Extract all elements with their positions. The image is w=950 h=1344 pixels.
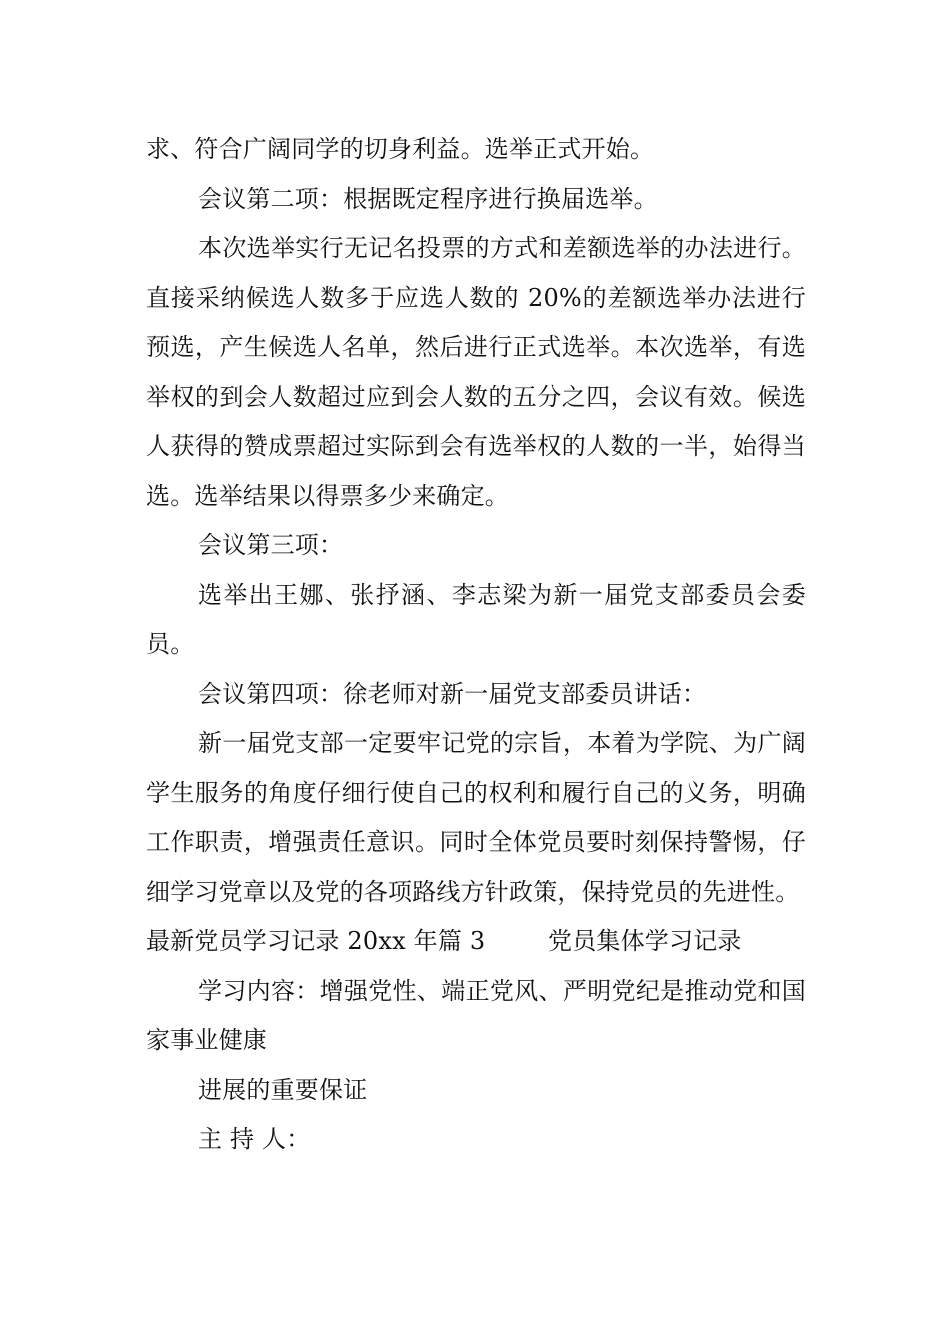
paragraph-agenda-item-4: 会议第四项：徐老师对新一届党支部委员讲话： xyxy=(198,679,707,708)
paragraph-host: 主 持 人： xyxy=(198,1125,311,1153)
paragraph-study-content-cont: 进展的重要保证 xyxy=(198,1075,368,1104)
section-heading: 最新党员学习记录 20xx 年篇 3 党员集体学习记录 xyxy=(146,927,742,955)
paragraph-election-rules: 本次选举实行无记名投票的方式和差额选举的办法进行。直接采纳候选人数多于应选人数的 20%的差额选举办法进行预选，产生候选人名单，然后进行正式选举。本次选举，有选举权的到会人数超过应到会人数的五分之四，会议有效。候选人获得的赞成票超过实际到会有选举权的人数的一半，始得当选。选举结果以得票多少来确定。 xyxy=(146,234,806,510)
paragraph-teacher-speech: 新一届党支部一定要牢记党的宗旨，本着为学院、为广阔学生服务的角度仔细行使自己的权利和履行自己的义务，明确工作职责，增强责任意识。同时全体党员要时刻保持警惕，仔细学习党章以及党的各项路线方针政策，保持党员的先进性。 xyxy=(146,729,806,906)
paragraph-agenda-item-2: 会议第二项：根据既定程序进行换届选举。 xyxy=(198,184,658,213)
paragraph-agenda-item-3: 会议第三项： xyxy=(198,531,344,559)
paragraph-continuation: 求、符合广阔同学的切身利益。选举正式开始。 xyxy=(146,135,655,163)
document-body xyxy=(146,125,806,1165)
paragraph-election-result: 选举出王娜、张抒涵、李志梁为新一届党支部委员会委员。 xyxy=(146,580,806,658)
paragraph-study-content: 学习内容：增强党性、端正党风、严明党纪是推动党和国家事业健康 xyxy=(146,976,806,1054)
